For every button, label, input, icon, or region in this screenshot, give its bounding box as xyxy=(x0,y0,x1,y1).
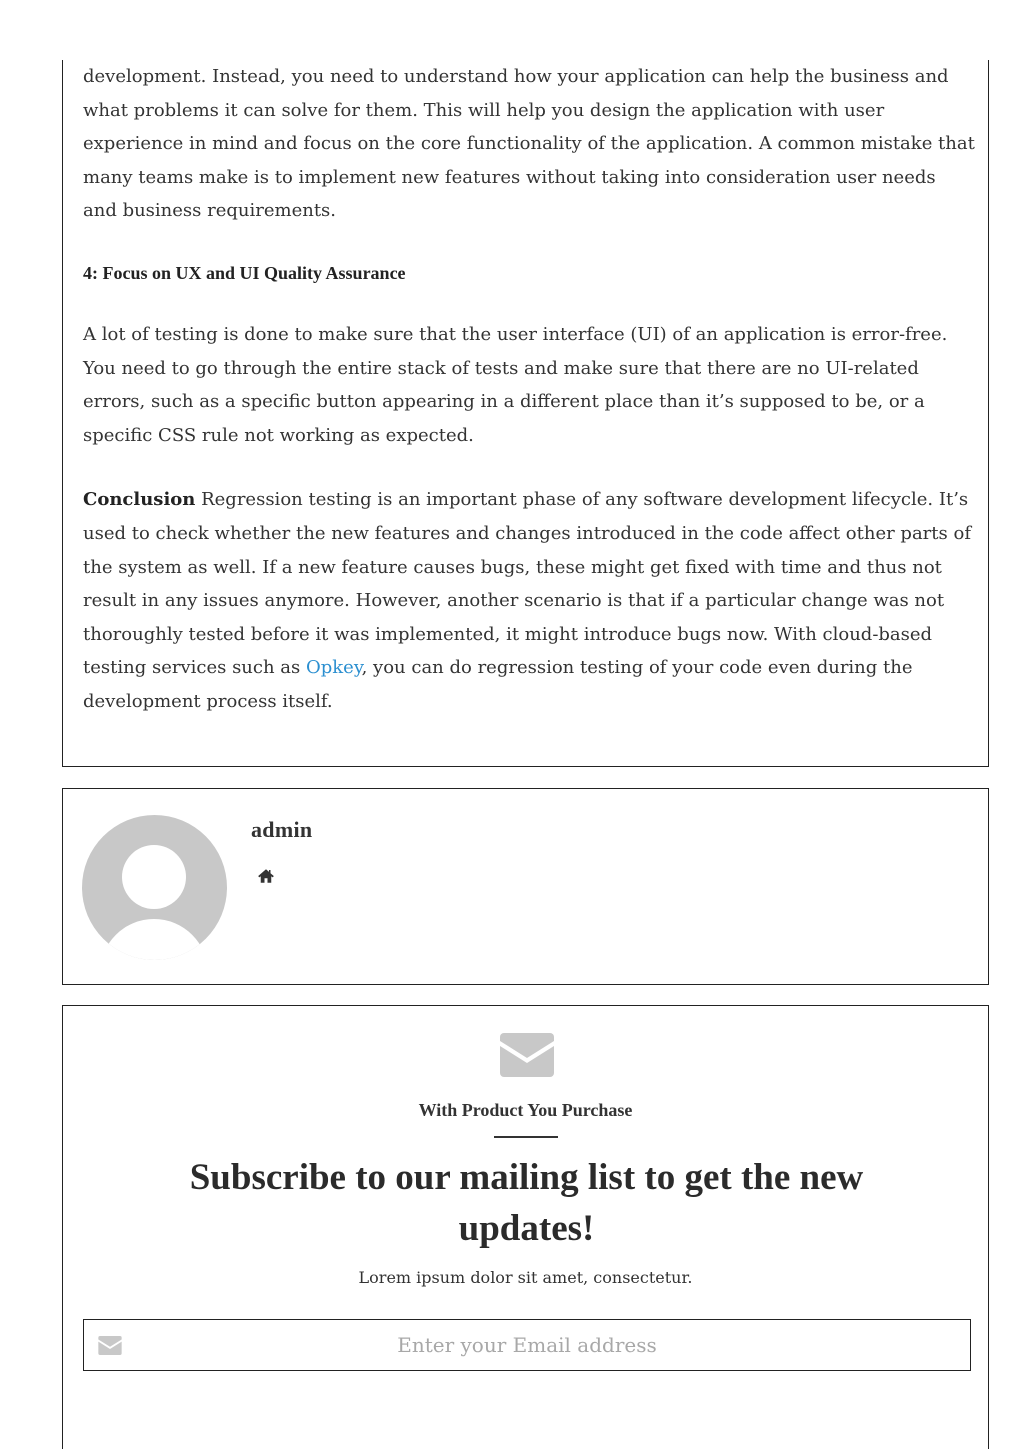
conclusion-text-end: , you can do regression testing of your code even during the development process itself. xyxy=(83,657,913,712)
subscribe-title: Subscribe to our mailing list to get the new updates! xyxy=(189,1157,864,1249)
default-avatar-icon[interactable] xyxy=(82,815,227,960)
section-heading: 4: Focus on UX and UI Quality Assurance xyxy=(83,262,406,283)
article-body xyxy=(83,60,975,719)
email-field[interactable] xyxy=(83,1319,971,1371)
author-name[interactable]: admin xyxy=(251,817,313,842)
conclusion-paragraph xyxy=(83,483,975,718)
paragraph-spacer xyxy=(83,452,975,483)
article-paragraph: development. Instead, you need to understand how your application can help the business and what problems it can solve for them. This will help you design the application with user experience in mind and focus on the core functionality of the application. A common mistake that many teams make is to implement new features without taking into consideration user needs and business requirements. xyxy=(83,66,975,222)
envelope-icon xyxy=(500,1033,554,1077)
email-input[interactable] xyxy=(84,1320,970,1370)
article-content-box xyxy=(62,60,989,767)
newsletter-subscribe-box xyxy=(62,1005,989,1449)
author-box xyxy=(62,788,989,985)
opkey-link[interactable]: Opkey xyxy=(305,657,362,679)
home-icon[interactable] xyxy=(257,867,275,885)
kicker-divider xyxy=(494,1136,558,1138)
article-paragraph: A lot of testing is done to make sure that the user interface (UI) of an application is error-free. You need to go through the entire stack of tests and make sure that there are no UI-related errors, such as a specific button appearing in a different place than it’s supposed to be, or a specific CSS rule not working as expected. xyxy=(83,323,948,446)
avatar-body-shape xyxy=(100,919,208,960)
subscribe-kicker: With Product You Purchase xyxy=(418,1100,633,1120)
subscribe-description: Lorem ipsum dolor sit amet, consectetur. xyxy=(358,1268,693,1287)
avatar-head-shape xyxy=(122,845,186,909)
conclusion-label: Conclusion xyxy=(83,489,196,511)
conclusion-text: Regression testing is an important phase of any software development lifecycle. It’s used to check whether the new features and changes introduced in the code affect other parts of the system as well. If a new feature causes bugs, these might get fixed with time and thus not result in any issues anymore. However, another scenario is that if a particular change was not thoroughly tested before it was implemented, it might introduce bugs now. With cloud-based testing services such as xyxy=(83,489,971,679)
